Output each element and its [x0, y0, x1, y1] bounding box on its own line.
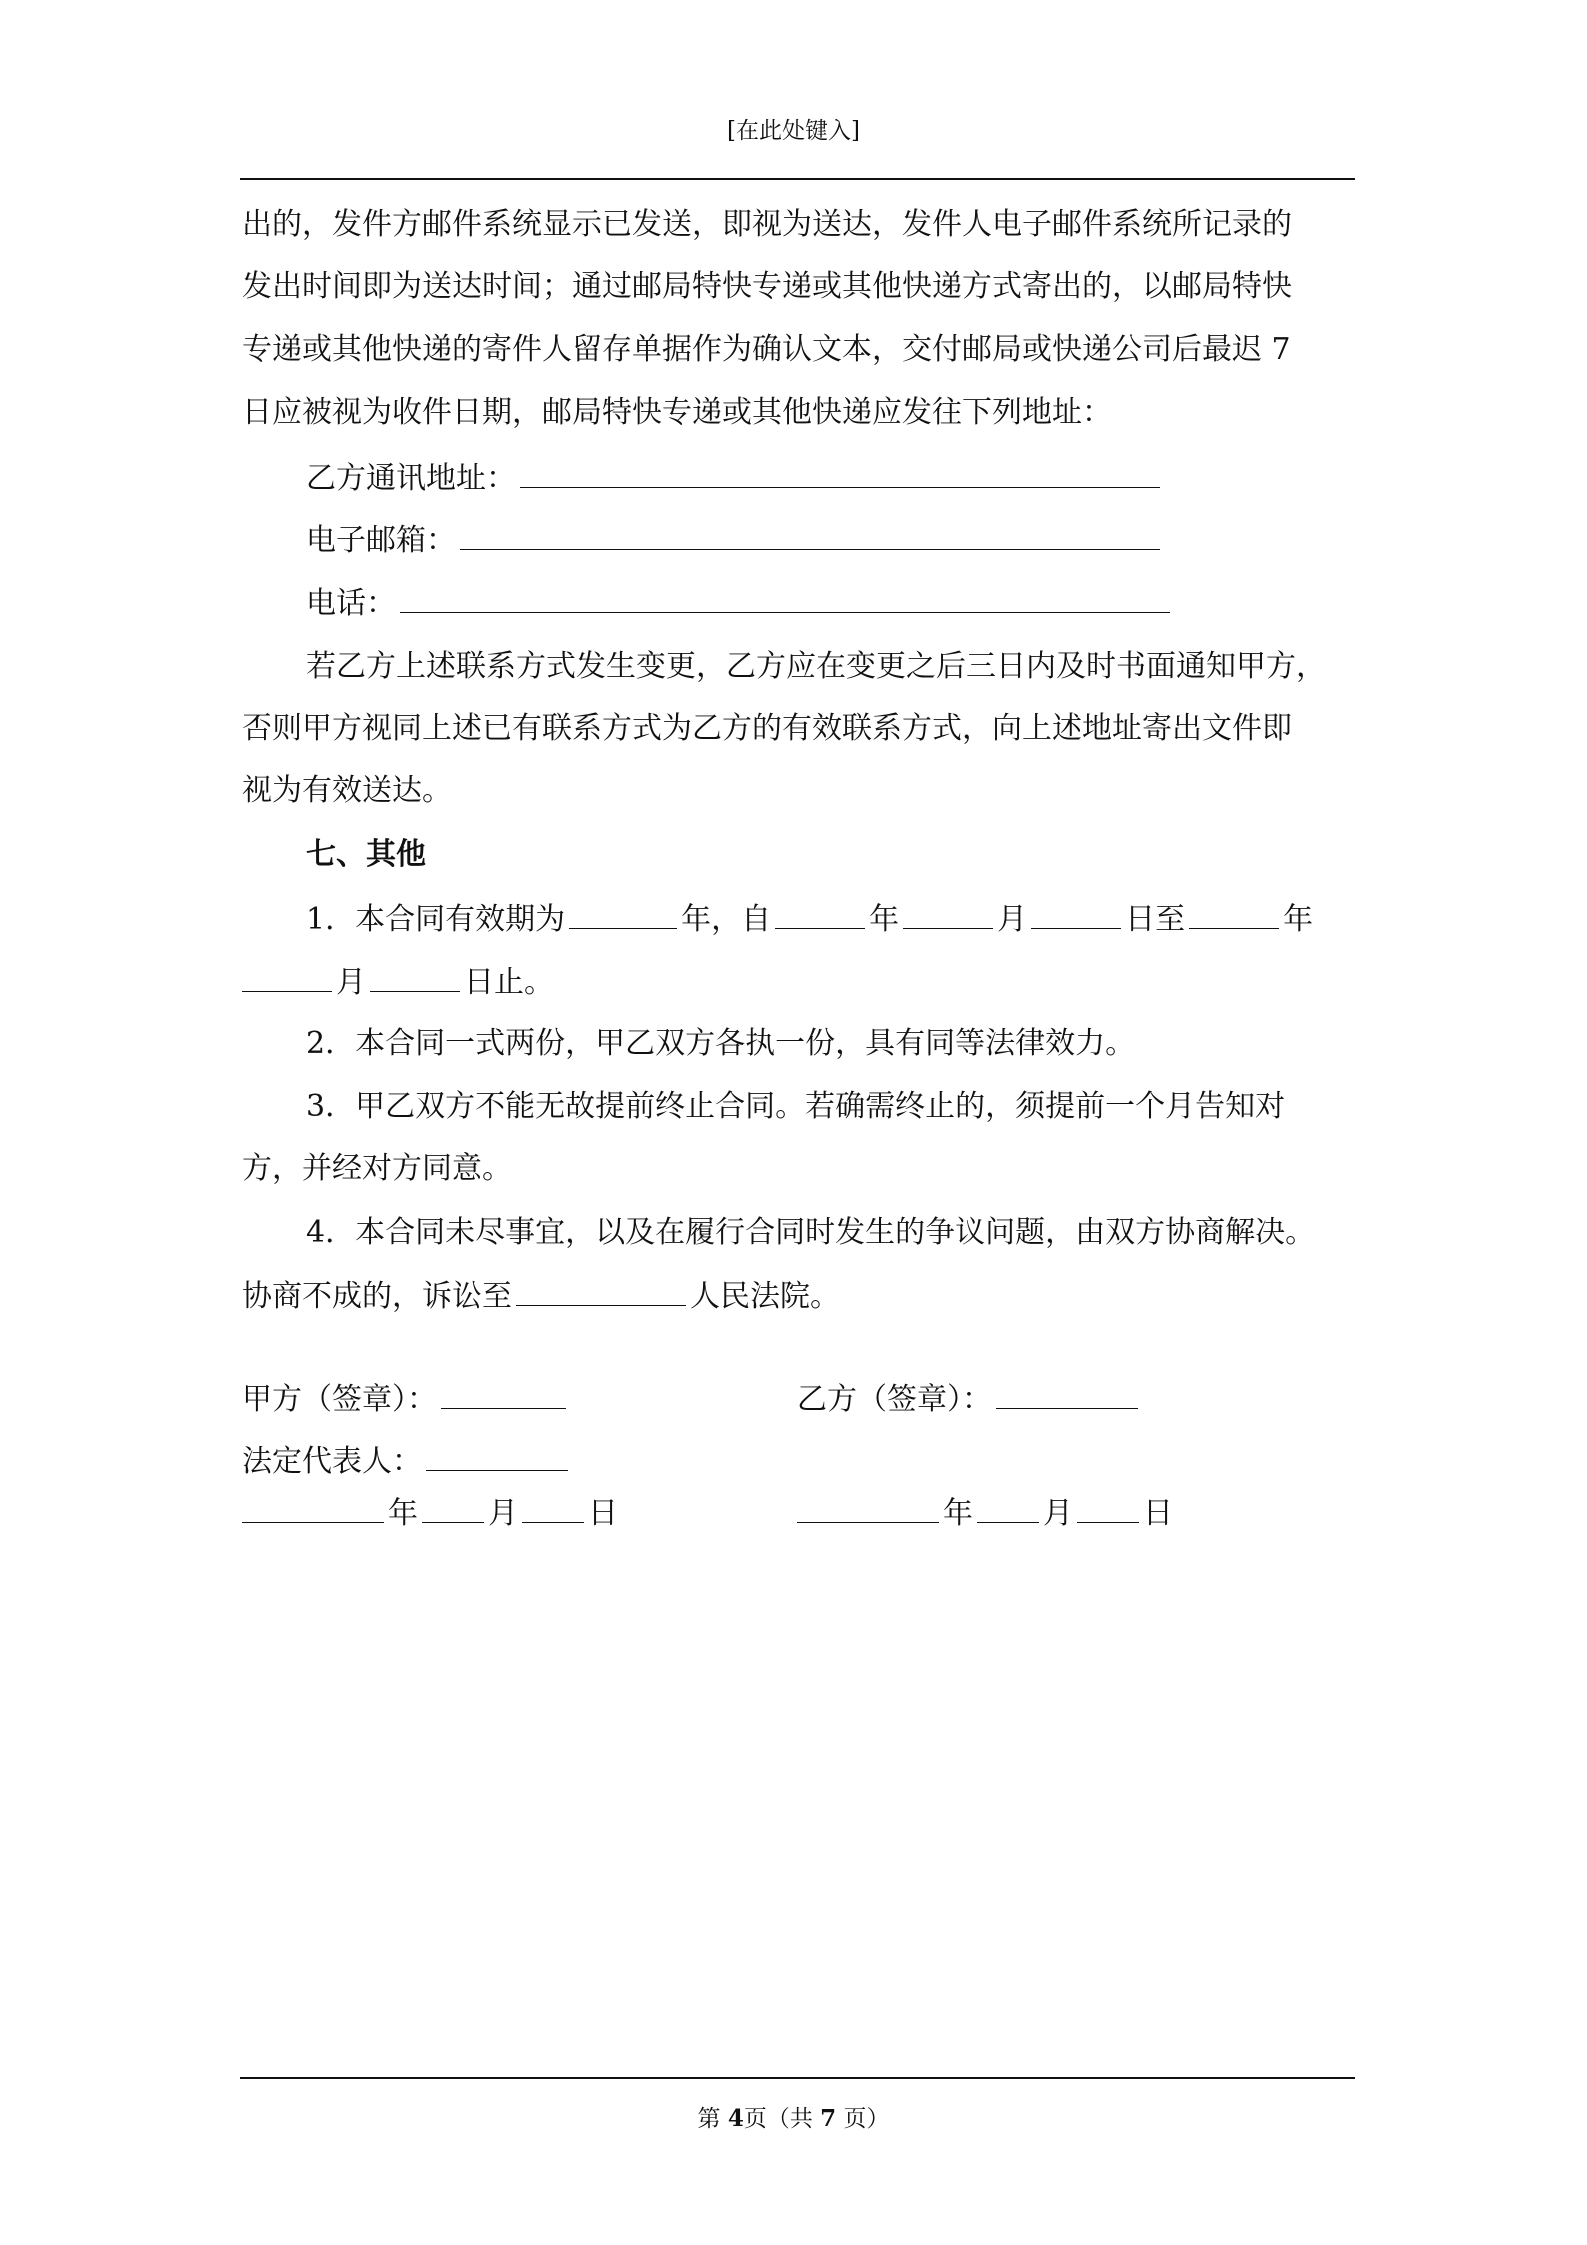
phone-label: 电话： — [306, 586, 396, 621]
start-month-unit: 月 — [997, 902, 1028, 937]
footer-suffix: 页） — [836, 2106, 890, 2132]
party-a-sign-blank[interactable] — [441, 1378, 566, 1409]
phone-field — [306, 582, 1174, 624]
start-day-unit: 日至 — [1125, 902, 1186, 937]
section-heading: 七、其他 — [306, 837, 426, 872]
clause-4-tail: 人民法院。 — [690, 1279, 840, 1314]
start-day-blank[interactable] — [1031, 898, 1121, 929]
paragraph-line: 若乙方上述联系方式发生变更，乙方应在变更之后三日内及时书面通知甲方， — [306, 649, 1326, 684]
paragraph-line: 否则甲方视同上述已有联系方式为乙方的有效联系方式，向上述地址寄出文件即 — [242, 711, 1292, 746]
end-month-unit: 月 — [336, 965, 366, 1000]
footer-prefix: 第 — [697, 2106, 728, 2132]
address-field — [306, 457, 1164, 499]
footer-middle: 页（共 — [743, 2106, 821, 2132]
party-b-date — [797, 1492, 1173, 1534]
address-blank[interactable] — [520, 457, 1160, 488]
legal-rep-blank[interactable] — [426, 1440, 568, 1471]
email-field — [306, 519, 1164, 561]
clause-2: 2．本合同一式两份，甲乙双方各执一份，具有同等法律效力。 — [306, 1026, 1136, 1061]
legal-rep-label: 法定代表人： — [242, 1444, 422, 1479]
start-year-unit: 年 — [869, 902, 900, 937]
email-blank[interactable] — [460, 519, 1160, 550]
header-rule — [240, 178, 1355, 180]
page-footer — [0, 2100, 1587, 2133]
paragraph-line: 出的，发件方邮件系统显示已发送，即视为送达，发件人电子邮件系统所记录的 — [242, 207, 1292, 242]
clause-4-line — [242, 1275, 840, 1317]
party-b-day-blank[interactable] — [1077, 1492, 1139, 1523]
end-month-blank[interactable] — [242, 961, 332, 992]
term-clause — [306, 898, 1313, 940]
year-unit: 年 — [943, 1496, 973, 1531]
court-blank[interactable] — [516, 1275, 686, 1306]
term-year-unit: 年，自 — [681, 902, 772, 937]
end-year-blank[interactable] — [1189, 898, 1279, 929]
party-a-month-blank[interactable] — [422, 1492, 484, 1523]
clause-4-line: 4．本合同未尽事宜，以及在履行合同时发生的争议问题，由双方协商解决。 — [306, 1215, 1316, 1250]
party-b-label: 乙方（签章）： — [797, 1382, 992, 1417]
paragraph-line: 日应被视为收件日期，邮局特快专递或其他快递应发往下列地址： — [242, 395, 1112, 430]
footer-rule — [240, 2077, 1355, 2079]
clause-4-text: 协商不成的，诉讼至 — [242, 1279, 512, 1314]
start-month-blank[interactable] — [903, 898, 993, 929]
party-b-sign — [797, 1378, 1142, 1420]
party-a-label: 甲方（签章）： — [242, 1382, 437, 1417]
party-a-day-blank[interactable] — [522, 1492, 584, 1523]
paragraph-line: 发出时间即为送达时间；通过邮局特快专递或其他快递方式寄出的，以邮局特快 — [242, 269, 1292, 304]
page-total: 7 — [820, 2105, 837, 2132]
year-unit: 年 — [388, 1496, 418, 1531]
party-a-date — [242, 1492, 618, 1534]
party-b-sign-blank[interactable] — [996, 1378, 1138, 1409]
email-label: 电子邮箱： — [306, 523, 456, 558]
phone-blank[interactable] — [400, 582, 1170, 613]
party-b-month-blank[interactable] — [977, 1492, 1039, 1523]
address-label: 乙方通讯地址： — [306, 461, 516, 496]
legal-rep-sign — [242, 1440, 572, 1482]
paragraph-line: 视为有效送达。 — [242, 773, 452, 808]
end-day-unit: 日止。 — [464, 965, 554, 1000]
party-a-year-blank[interactable] — [242, 1492, 384, 1523]
term-years-blank[interactable] — [569, 898, 677, 929]
start-year-blank[interactable] — [775, 898, 865, 929]
end-year-unit: 年 — [1283, 902, 1314, 937]
term-clause-cont — [242, 961, 554, 1003]
day-unit: 日 — [588, 1496, 618, 1531]
party-b-year-blank[interactable] — [797, 1492, 939, 1523]
clause-3-line: 3．甲乙双方不能无故提前终止合同。若确需终止的，须提前一个月告知对 — [306, 1089, 1286, 1124]
end-day-blank[interactable] — [370, 961, 460, 992]
party-a-sign — [242, 1378, 570, 1420]
day-unit: 日 — [1143, 1496, 1173, 1531]
paragraph-line: 专递或其他快递的寄件人留存单据作为确认文本，交付邮局或快递公司后最迟 7 — [242, 332, 1291, 367]
month-unit: 月 — [488, 1496, 518, 1531]
page-number: 4 — [727, 2105, 744, 2132]
term-prefix: 1．本合同有效期为 — [306, 902, 566, 937]
page-header: [在此处键入] — [727, 118, 860, 144]
clause-3-line: 方，并经对方同意。 — [242, 1151, 512, 1186]
month-unit: 月 — [1043, 1496, 1073, 1531]
